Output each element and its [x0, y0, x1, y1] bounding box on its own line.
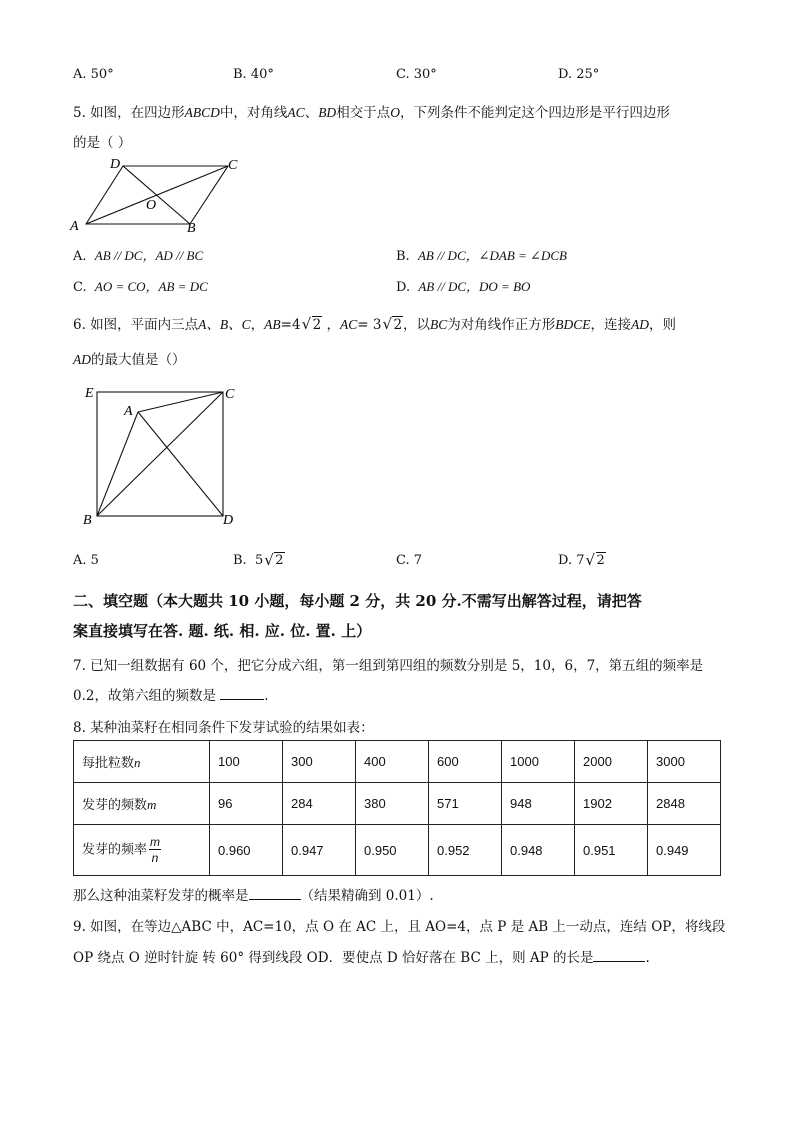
q6-label-e: E: [85, 386, 94, 401]
table-cell: 571: [429, 783, 502, 825]
q5-label-c: C: [228, 158, 238, 173]
q5-label-o: O: [146, 198, 157, 213]
q6-option-d: D. 7√ 2: [558, 553, 606, 568]
table-cell: 0.947: [283, 825, 356, 876]
table-cell: 284: [283, 783, 356, 825]
q4-option-c: C. 30°: [396, 67, 437, 82]
table-row: [74, 741, 721, 783]
table-cell: 96: [210, 783, 283, 825]
sqrt-symbol: √ 2: [587, 553, 606, 568]
q7-stem-line2: 0.2，故第六组的频数是 .: [73, 688, 269, 704]
q4-option-d: D. 25°: [558, 67, 600, 82]
germination-table: [73, 740, 721, 876]
table-cell: 0.950: [356, 825, 429, 876]
table-cell: 1000: [502, 741, 575, 783]
table-cell: 1902: [575, 783, 648, 825]
sqrt-symbol: √ 2: [383, 317, 403, 333]
q5-option-b: B. AB // DC，∠DAB = ∠DCB: [396, 248, 567, 264]
diagonal-bc: [97, 392, 223, 516]
q6-label-a: A: [124, 404, 133, 419]
q4-option-a: A. 50°: [73, 67, 114, 82]
table-row: [74, 825, 721, 876]
q5-label-d: D: [110, 157, 121, 172]
sqrt-symbol: √ 2: [303, 317, 323, 333]
q6-stem-line2: AD的最大值是（）: [73, 352, 186, 368]
q6-stem: 6. 如图，平面内三点A、B、C，AB=4√ 2 ，AC= 3√ 2，以BC为对角线作正方形BDCE，连接AD，则: [73, 313, 676, 333]
q6-label-d: D: [223, 513, 234, 528]
q6-option-b: B. 5√ 2: [233, 553, 285, 568]
segment-ab: [97, 412, 138, 516]
answer-blank: [220, 699, 264, 700]
table-row: [74, 783, 721, 825]
segment-ad: [138, 412, 223, 516]
fraction-m-over-n: $\frac{m}{n}$: [150, 835, 161, 865]
table-cell: 600: [429, 741, 502, 783]
row-header-germination-rate: 发芽的频率 $\frac{m}{n}$: [74, 825, 210, 876]
row-header-germination-count: 发芽的频数m: [74, 783, 210, 825]
answer-blank: [593, 961, 645, 962]
sqrt-symbol: √ 2: [265, 553, 284, 568]
table-cell: 2000: [575, 741, 648, 783]
q5-option-c: C. AO = CO，AB = DC: [73, 279, 208, 295]
q9-stem: 9. 如图，在等边△ABC 中，AC=10，点 O 在 AC 上，且 AO=4，点 P 是 AB 上一动点，连结 OP，将线段: [73, 919, 726, 935]
diagonal-bd: [123, 166, 190, 224]
q5-stem: 5. 如图，在四边形ABCD中，对角线AC、BD相交于点O，下列条件不能判定这个四边形是平行四边形: [73, 105, 670, 121]
q8-after: 那么这种油菜籽发芽的概率是 （结果精确到 0.01）.: [73, 888, 434, 904]
q9-stem-line2: OP 绕点 O 逆时针旋 转 60° 得到线段 OD．要使点 D 恰好落在 BC 上，则 AP 的长是 .: [73, 950, 650, 966]
table-cell: 300: [283, 741, 356, 783]
table-cell: 948: [502, 783, 575, 825]
q5-option-d: D. AB // DC，DO = BO: [396, 279, 531, 295]
q6-square-figure: [80, 378, 250, 530]
q5-option-a: A. AB // DC，AD // BC: [73, 248, 204, 264]
table-cell: 2848: [648, 783, 721, 825]
table-cell: 0.948: [502, 825, 575, 876]
table-cell: 380: [356, 783, 429, 825]
table-cell: 0.952: [429, 825, 502, 876]
section-heading-line2: 案直接填写在答. 题. 纸. 相. 应. 位. 置. 上）: [73, 622, 372, 640]
q6-option-a: A. 5: [73, 553, 99, 568]
q5-stem-line2: 的是（ ）: [73, 135, 132, 151]
q8-stem: 8. 某种油菜籽在相同条件下发芽试验的结果如表：: [73, 720, 374, 736]
table-cell: 3000: [648, 741, 721, 783]
table-cell: 100: [210, 741, 283, 783]
q5-parallelogram-figure: [66, 152, 246, 236]
q4-option-b: B. 40°: [233, 67, 274, 82]
table-cell: 0.960: [210, 825, 283, 876]
table-cell: 0.949: [648, 825, 721, 876]
table-cell: 0.951: [575, 825, 648, 876]
section-heading-fill-blank: 二、填空题（本大题共 10 小题，每小题 2 分，共 20 分.不需写出解答过程，请把答: [73, 592, 642, 610]
q6-option-c: C. 7: [396, 553, 423, 568]
q5-label-a: A: [70, 219, 79, 234]
q6-label-c: C: [225, 387, 235, 402]
answer-blank: [249, 899, 301, 900]
segment-ac: [138, 392, 223, 412]
table-cell: 400: [356, 741, 429, 783]
q5-label-b: B: [187, 221, 196, 236]
q6-label-b: B: [83, 513, 92, 528]
row-header-batch-size: 每批粒数n: [74, 741, 210, 783]
q7-stem: 7. 已知一组数据有 60 个，把它分成六组，第一组到第四组的频数分别是 5，10，6，7，第五组的频率是: [73, 658, 704, 674]
